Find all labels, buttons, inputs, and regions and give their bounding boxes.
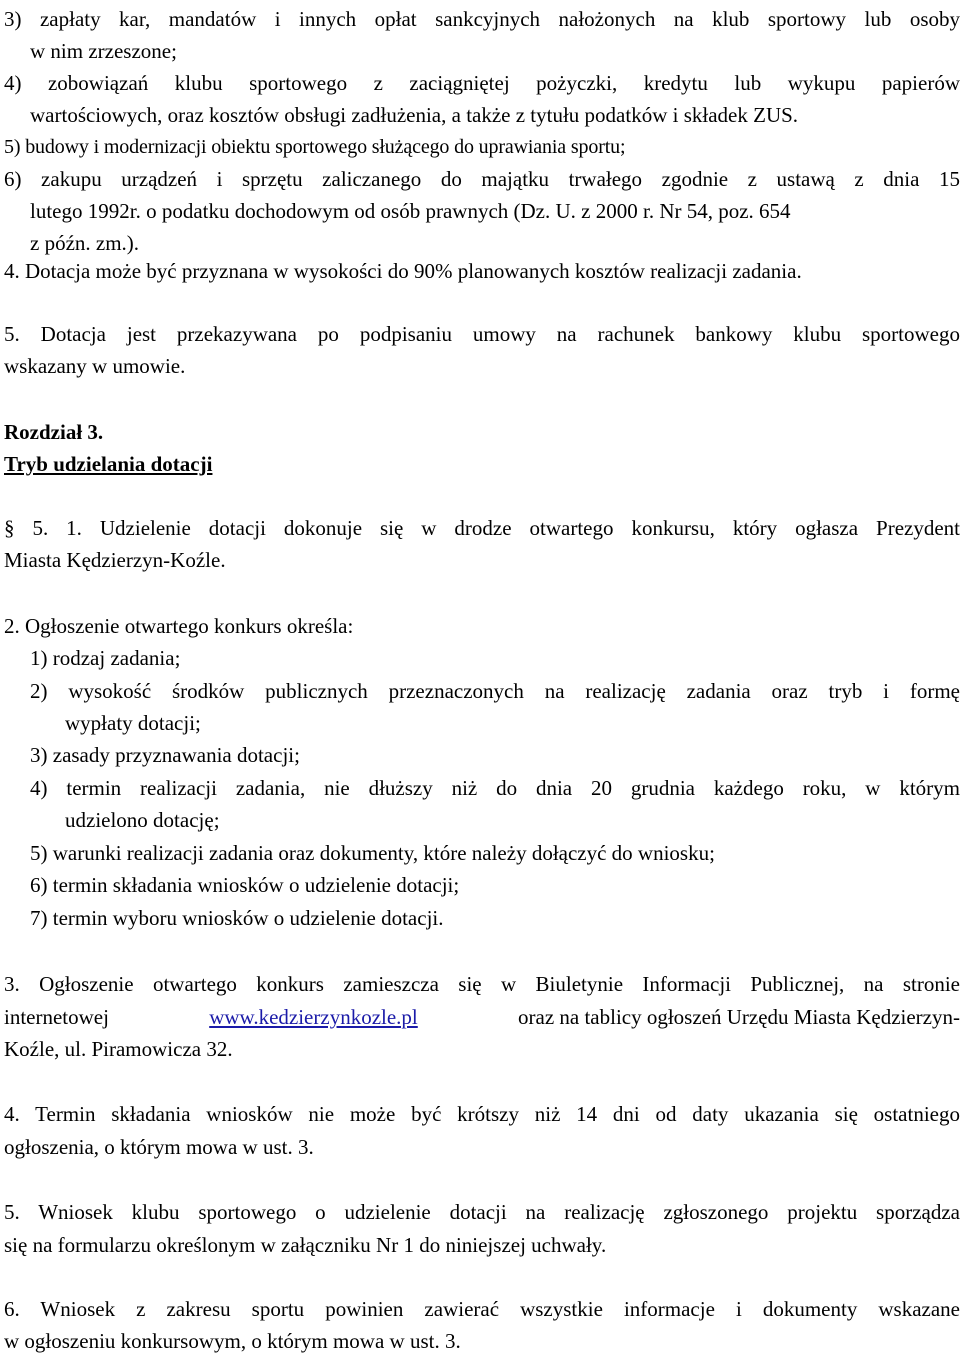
- text-line: 3. Ogłoszenie otwartego konkurs zamieszcza się w Biuletynie Informacji Publicznej, na stronie: [4, 972, 960, 996]
- text-line: 5) budowy i modernizacji obiektu sportowego służącego do uprawiania sportu;: [4, 136, 626, 158]
- text-line: wartościowych, oraz kosztów obsługi zadłużenia, a także z tytułu podatków i składek ZUS.: [30, 103, 799, 127]
- text-line: 4) zobowiązań klubu sportowego z zaciągniętej pożyczki, kredytu lub wykupu papierów: [4, 71, 960, 95]
- list-item: 4) termin realizacji zadania, nie dłuższy niż do dnia 20 grudnia każdego roku, w którym: [30, 776, 960, 800]
- text-line: lutego 1992r. o podatku dochodowym od osób prawnych (Dz. U. z 2000 r. Nr 54, poz. 654: [30, 199, 791, 223]
- text-fragment: internetowej: [4, 1005, 109, 1029]
- chapter-title: Tryb udzielania dotacji: [4, 452, 213, 476]
- text-line: 6. Wniosek z zakresu sportu powinien zawierać wszystkie informacje i dokumenty wskazane: [4, 1297, 960, 1321]
- text-line: w nim zrzeszone;: [30, 39, 177, 63]
- text-line: 2. Ogłoszenie otwartego konkurs określa:: [4, 614, 354, 638]
- text-line: § 5. 1. Udzielenie dotacji dokonuje się w drodze otwartego konkursu, który ogłasza Prezydent: [4, 516, 960, 540]
- list-item: 7) termin wyboru wniosków o udzielenie dotacji.: [30, 906, 444, 930]
- chapter-number: Rozdział 3.: [4, 420, 104, 444]
- list-item: 2) wysokość środków publicznych przeznaczonych na realizację zadania oraz tryb i formę: [30, 679, 960, 703]
- list-item-continuation: wypłaty dotacji;: [65, 711, 201, 735]
- list-item: 6) termin składania wniosków o udzielenie dotacji;: [30, 873, 460, 897]
- text-line: w ogłoszeniu konkursowym, o którym mowa w ust. 3.: [4, 1329, 461, 1353]
- website-link[interactable]: www.kedzierzynkozle.pl: [209, 1005, 418, 1029]
- list-item: 3) zasady przyznawania dotacji;: [30, 743, 300, 767]
- text-line: z późn. zm.).: [30, 231, 140, 255]
- list-item-continuation: udzielono dotację;: [65, 808, 220, 832]
- list-item: 1) rodzaj zadania;: [30, 646, 181, 670]
- text-line: wskazany w umowie.: [4, 354, 186, 378]
- text-line: 3) zapłaty kar, mandatów i innych opłat sankcyjnych nałożonych na klub sportowy lub osoby: [4, 7, 960, 31]
- text-line: się na formularzu określonym w załączniku Nr 1 do niniejszej uchwały.: [4, 1233, 607, 1257]
- list-item: 5) warunki realizacji zadania oraz dokumenty, które należy dołączyć do wniosku;: [30, 841, 715, 865]
- text-line: Koźle, ul. Piramowicza 32.: [4, 1037, 233, 1061]
- text-line: 6) zakupu urządzeń i sprzętu zaliczanego do majątku trwałego zgodnie z ustawą z dnia 15: [4, 167, 960, 191]
- text-line: Miasta Kędzierzyn-Koźle.: [4, 548, 226, 572]
- text-line: 5. Dotacja jest przekazywana po podpisaniu umowy na rachunek bankowy klubu sportowego: [4, 322, 960, 346]
- text-line: 4. Termin składania wniosków nie może być krótszy niż 14 dni od daty ukazania się ostatniego: [4, 1102, 960, 1126]
- text-line: 4. Dotacja może być przyznana w wysokości do 90% planowanych kosztów realizacji zadania.: [4, 259, 802, 283]
- text-fragment: oraz na tablicy ogłoszeń Urzędu Miasta Kędzierzyn-: [518, 1005, 960, 1029]
- text-line: ogłoszenia, o którym mowa w ust. 3.: [4, 1135, 314, 1159]
- text-line: 5. Wniosek klubu sportowego o udzielenie dotacji na realizację zgłoszonego projektu sporządza: [4, 1200, 960, 1224]
- text-line-with-link: [4, 1001, 960, 1033]
